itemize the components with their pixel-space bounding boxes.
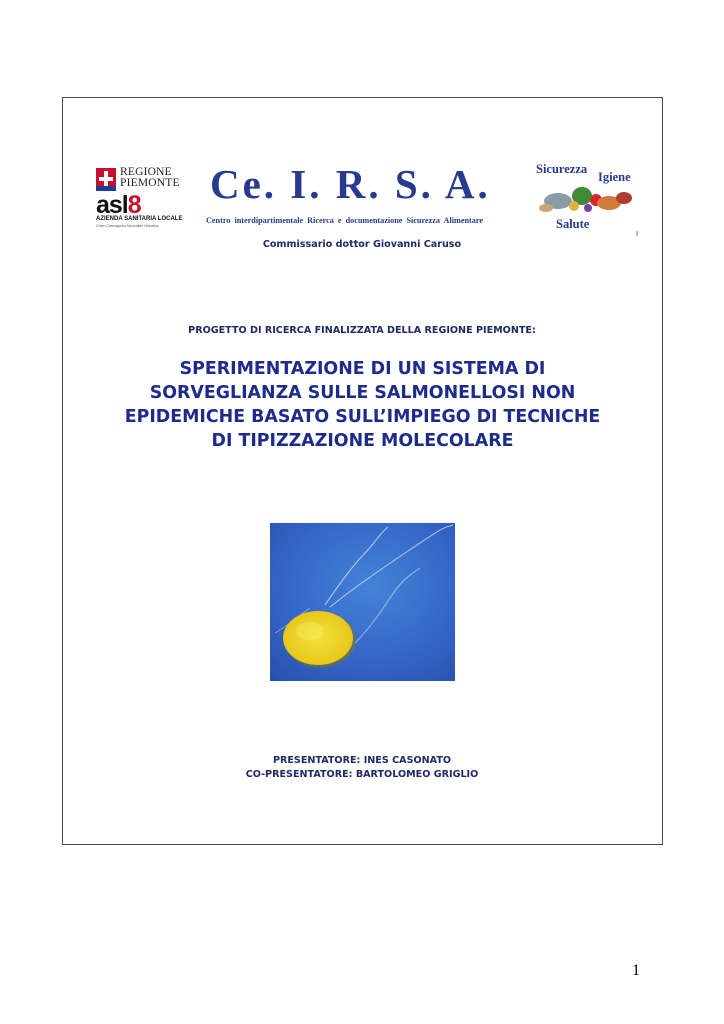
presenters-block xyxy=(0,754,724,782)
commissario-line: Commissario dottor Giovanni Caruso xyxy=(262,239,462,250)
salute-word: Salute xyxy=(556,217,590,231)
food-illustration-icon xyxy=(536,184,636,214)
co-presenter-line: CO-PRESENTATORE: BARTOLOMEO GRIGLIO xyxy=(245,769,479,780)
ceirsa-logo-title: Ce. I. R. S. A. xyxy=(210,161,491,207)
small-mark: I xyxy=(636,230,639,238)
asl-tagline: Chieri Carmagnola Moncalieri Nichelino xyxy=(96,224,160,228)
asl8-logo xyxy=(96,191,186,230)
project-heading: PROGETTO DI RICERCA FINALIZZATA DELLA REGIONE PIEMONTE: xyxy=(188,325,536,336)
salmonella-micrograph-image xyxy=(270,523,455,681)
ceirsa-logo-subtitle: Centro interdipartimentale Ricerca e documentazione Sicurezza Alimentare xyxy=(206,216,483,225)
document-title xyxy=(62,357,663,453)
asl-subtitle: AZIENDA SANITARIA LOCALE xyxy=(96,216,183,222)
title-line: SPERIMENTAZIONE DI UN SISTEMA DI xyxy=(179,359,546,379)
title-line: SORVEGLIANZA SULLE SALMONELLOSI NON xyxy=(149,383,576,403)
sicurezza-word: Sicurezza xyxy=(536,162,588,176)
sicurezza-igiene-salute-logo xyxy=(533,162,638,236)
title-line: DI TIPIZZAZIONE MOLECOLARE xyxy=(211,431,514,451)
title-line: EPIDEMICHE BASATO SULL’IMPIEGO DI TECNICHE xyxy=(124,407,601,427)
regione-logo-text: REGIONE PIEMONTE xyxy=(120,166,180,189)
asl-mark: asl8 xyxy=(96,191,141,219)
page-number: 1 xyxy=(632,962,640,979)
presenter-line: PRESENTATORE: INES CASONATO xyxy=(272,755,452,766)
regione-flag-icon xyxy=(96,168,116,190)
regione-piemonte-logo xyxy=(96,167,186,193)
igiene-word: Igiene xyxy=(598,170,631,184)
